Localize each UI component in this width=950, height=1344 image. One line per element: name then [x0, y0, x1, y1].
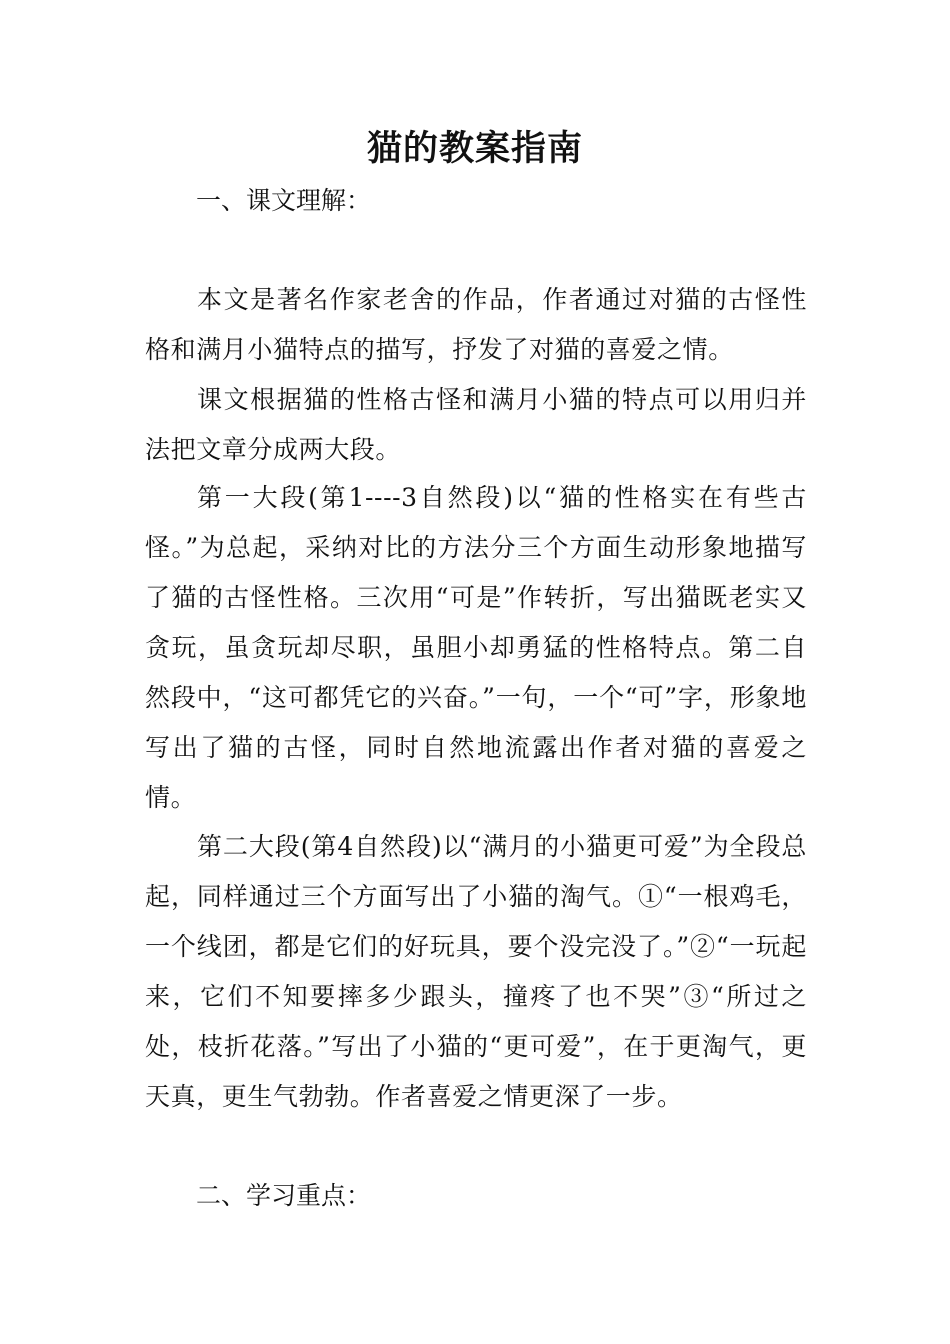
paragraph-intro: 本文是著名作家老舍的作品，作者通过对猫的古怪性格和满月小猫特点的描写，抒发了对猫的喜爱之情。	[145, 285, 807, 364]
section-heading-understanding: 一、课文理解：	[196, 186, 372, 215]
paragraph-first-section: 第一大段(第1----3自然段)以“猫的性格实在有些古怪。”为总起，采纳对比的方法分三个方面生动形象地描写了猫的古怪性格。三次用“可是”作转折，写出猫既老实又贪玩，虽贪玩却尽职，虽胆小却勇猛的性格特点。第二自然段中，“这可都凭它的兴奋。”一句，一个“可”字，形象地写出了猫的古怪，同时自然地流露出作者对猫的喜爱之情。	[145, 483, 807, 812]
document-title: 猫的教案指南	[366, 129, 583, 169]
paragraph-second-section: 第二大段(第4自然段)以“满月的小猫更可爱”为全段总起，同样通过三个方面写出了小猫的淘气。①“一根鸡毛，一个线团，都是它们的好玩具，要个没完没了。”②“一玩起来，它们不知要摔多少跟头，撞疼了也不哭”③“所过之处，枝折花落。”写出了小猫的“更可爱”，在于更淘气，更天真，更生气勃勃。作者喜爱之情更深了一步。	[145, 832, 807, 1111]
section-heading-key-points: 二、学习重点：	[196, 1181, 372, 1210]
paragraph-structure: 课文根据猫的性格古怪和满月小猫的特点可以用归并法把文章分成两大段。	[145, 385, 807, 464]
